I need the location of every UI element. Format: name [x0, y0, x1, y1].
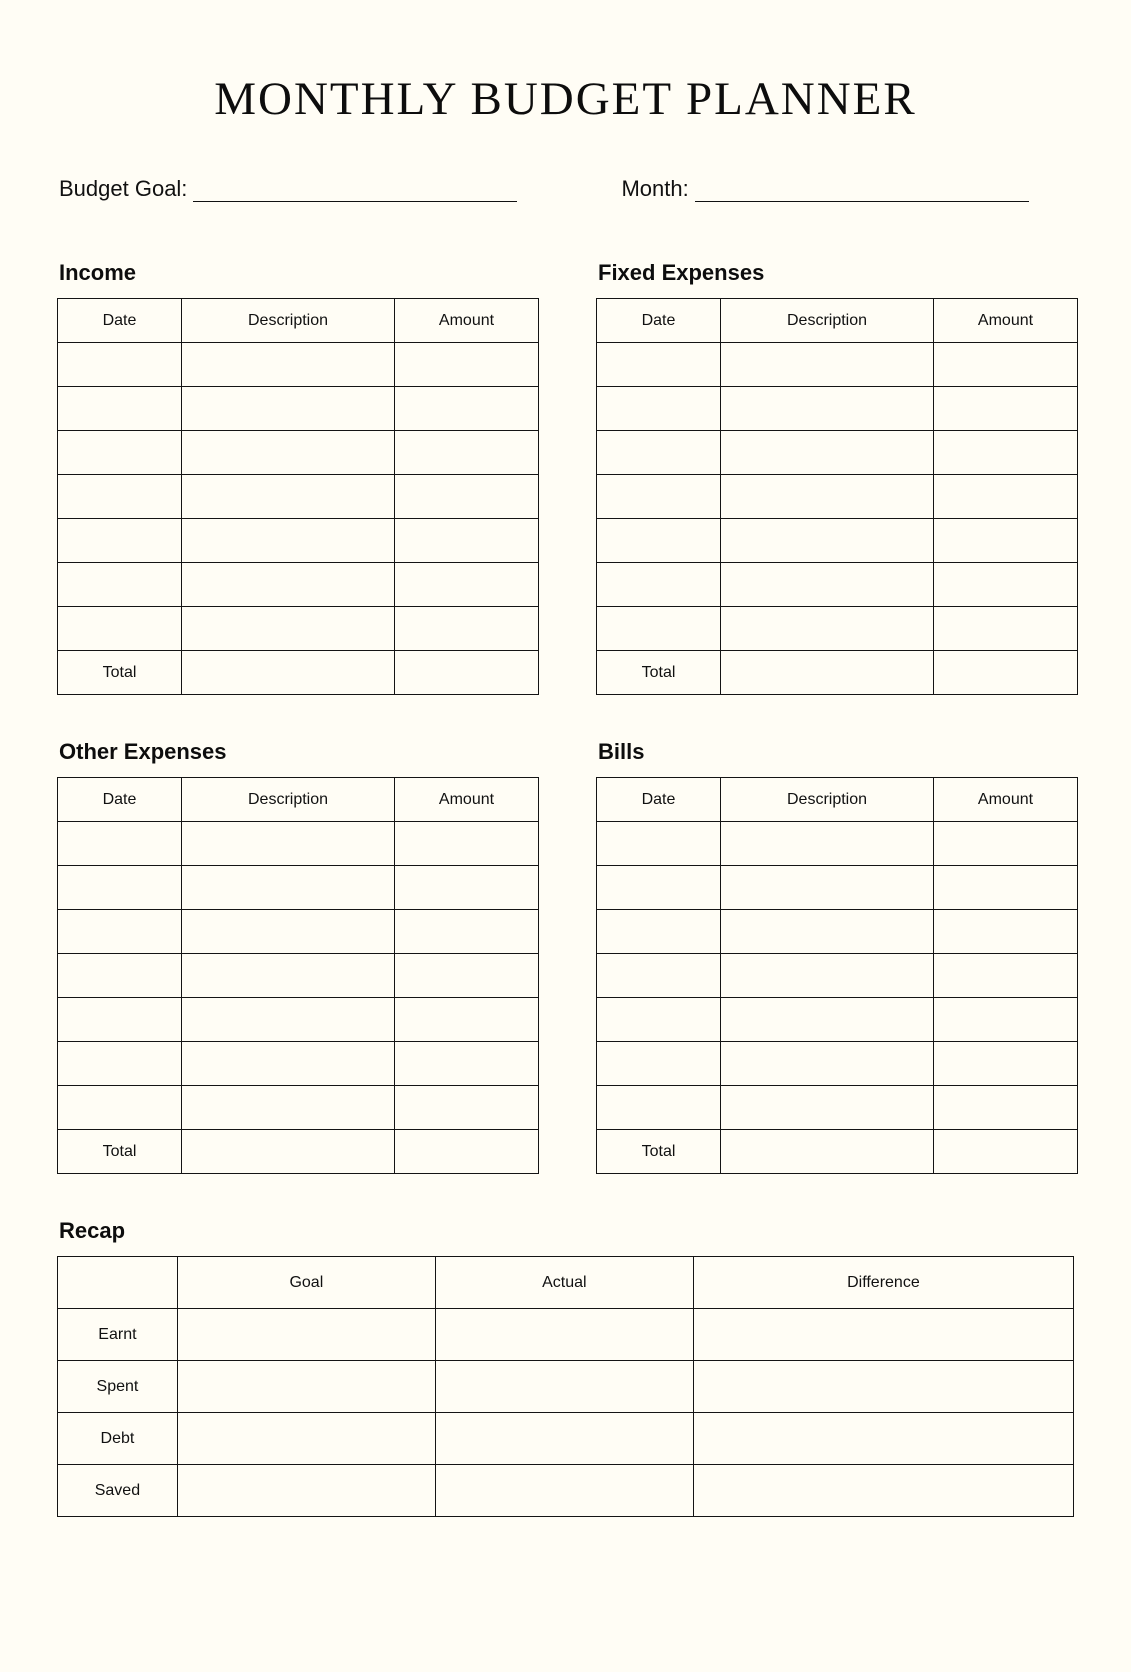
- table-row[interactable]: [597, 475, 1078, 519]
- total-label: Total: [597, 651, 721, 695]
- cell-amount[interactable]: [395, 607, 539, 651]
- cell-description[interactable]: [721, 866, 934, 910]
- table-row[interactable]: [597, 954, 1078, 998]
- cell-amount[interactable]: [934, 822, 1078, 866]
- table-row[interactable]: [58, 475, 539, 519]
- cell-amount[interactable]: [395, 866, 539, 910]
- cell-amount[interactable]: [934, 431, 1078, 475]
- table-row[interactable]: [597, 607, 1078, 651]
- table-row[interactable]: [58, 387, 539, 431]
- table-row[interactable]: [597, 910, 1078, 954]
- other-expenses-section: [57, 739, 535, 1174]
- tables-grid-bottom: [57, 739, 1074, 1174]
- table-total-row[interactable]: [597, 651, 1078, 695]
- cell-description[interactable]: [182, 387, 395, 431]
- cell-date[interactable]: [597, 431, 721, 475]
- table-row[interactable]: [58, 519, 539, 563]
- income-heading: Income: [59, 260, 137, 285]
- column-header-amount: Amount: [934, 778, 1078, 822]
- cell-amount[interactable]: [934, 866, 1078, 910]
- cell-difference[interactable]: [693, 1361, 1073, 1413]
- cell-amount[interactable]: [395, 475, 539, 519]
- bills-section: [596, 739, 1074, 1174]
- month-field[interactable]: [621, 178, 1028, 202]
- cell-goal[interactable]: [177, 1361, 435, 1413]
- table-row[interactable]: [58, 866, 539, 910]
- cell-description[interactable]: [182, 563, 395, 607]
- cell-date[interactable]: [58, 910, 182, 954]
- cell-description[interactable]: [721, 910, 934, 954]
- fixed-expenses-section: [596, 260, 1074, 695]
- total-description[interactable]: [721, 651, 934, 695]
- cell-actual[interactable]: [435, 1309, 693, 1361]
- cell-description[interactable]: [721, 563, 934, 607]
- income-table: [57, 298, 539, 695]
- cell-difference[interactable]: [693, 1465, 1073, 1517]
- table-row[interactable]: [58, 563, 539, 607]
- cell-date[interactable]: [58, 998, 182, 1042]
- cell-description[interactable]: [182, 519, 395, 563]
- cell-date[interactable]: [597, 607, 721, 651]
- cell-date[interactable]: [597, 1042, 721, 1086]
- column-header-amount: Amount: [395, 778, 539, 822]
- cell-amount[interactable]: [934, 475, 1078, 519]
- table-row[interactable]: [58, 1086, 539, 1130]
- bills-heading: Bills: [598, 739, 645, 764]
- cell-amount[interactable]: [934, 343, 1078, 387]
- table-row[interactable]: [597, 387, 1078, 431]
- cell-goal[interactable]: [177, 1309, 435, 1361]
- budget-goal-label: Budget Goal:: [59, 176, 188, 201]
- cell-description[interactable]: [721, 519, 934, 563]
- table-total-row[interactable]: [58, 651, 539, 695]
- income-section: [57, 260, 535, 695]
- total-label: Total: [597, 1130, 721, 1174]
- cell-date[interactable]: [597, 387, 721, 431]
- cell-description[interactable]: [721, 954, 934, 998]
- column-header-description: Description: [721, 778, 934, 822]
- table-row[interactable]: [597, 822, 1078, 866]
- cell-goal[interactable]: [177, 1413, 435, 1465]
- cell-amount[interactable]: [934, 910, 1078, 954]
- cell-description[interactable]: [182, 607, 395, 651]
- cell-description[interactable]: [721, 607, 934, 651]
- cell-date[interactable]: [58, 954, 182, 998]
- column-header-actual: Actual: [435, 1257, 693, 1309]
- table-header-row: [597, 299, 1078, 343]
- recap-row-label: Spent: [58, 1361, 178, 1413]
- cell-date[interactable]: [597, 563, 721, 607]
- table-header-row: [58, 778, 539, 822]
- cell-date[interactable]: [58, 607, 182, 651]
- column-header-goal: Goal: [177, 1257, 435, 1309]
- column-header-date: Date: [58, 299, 182, 343]
- column-header-description: Description: [182, 778, 395, 822]
- budget-goal-input[interactable]: [193, 179, 517, 202]
- cell-amount[interactable]: [934, 1086, 1078, 1130]
- cell-amount[interactable]: [395, 954, 539, 998]
- cell-description[interactable]: [721, 1042, 934, 1086]
- cell-actual[interactable]: [435, 1465, 693, 1517]
- cell-amount[interactable]: [934, 607, 1078, 651]
- cell-difference[interactable]: [693, 1413, 1073, 1465]
- table-row[interactable]: [597, 431, 1078, 475]
- cell-date[interactable]: [58, 475, 182, 519]
- column-header-amount: Amount: [395, 299, 539, 343]
- total-description[interactable]: [182, 651, 395, 695]
- cell-description[interactable]: [721, 387, 934, 431]
- table-total-row[interactable]: [58, 1130, 539, 1174]
- column-header-difference: Difference: [693, 1257, 1073, 1309]
- total-amount[interactable]: [395, 1130, 539, 1174]
- total-amount[interactable]: [934, 651, 1078, 695]
- table-row[interactable]: [58, 1309, 1074, 1361]
- fixed-expenses-table: [596, 298, 1078, 695]
- column-header-description: Description: [182, 299, 395, 343]
- column-header-amount: Amount: [934, 299, 1078, 343]
- cell-date[interactable]: [597, 910, 721, 954]
- table-row[interactable]: [597, 519, 1078, 563]
- cell-description[interactable]: [721, 998, 934, 1042]
- table-row[interactable]: [597, 1042, 1078, 1086]
- table-row[interactable]: [597, 998, 1078, 1042]
- header-fields: [57, 178, 1074, 202]
- cell-description[interactable]: [721, 431, 934, 475]
- table-header-row: [58, 299, 539, 343]
- cell-amount[interactable]: [934, 954, 1078, 998]
- bills-table: [596, 777, 1078, 1174]
- cell-description[interactable]: [182, 1042, 395, 1086]
- total-description[interactable]: [721, 1130, 934, 1174]
- table-total-row[interactable]: [597, 1130, 1078, 1174]
- cell-amount[interactable]: [395, 822, 539, 866]
- cell-amount[interactable]: [395, 998, 539, 1042]
- cell-amount[interactable]: [934, 387, 1078, 431]
- cell-description[interactable]: [721, 475, 934, 519]
- cell-description[interactable]: [721, 343, 934, 387]
- recap-corner-cell: [58, 1257, 178, 1309]
- table-row[interactable]: [58, 822, 539, 866]
- cell-date[interactable]: [597, 822, 721, 866]
- table-row[interactable]: [58, 998, 539, 1042]
- cell-date[interactable]: [58, 1086, 182, 1130]
- cell-amount[interactable]: [934, 563, 1078, 607]
- column-header-description: Description: [721, 299, 934, 343]
- cell-description[interactable]: [721, 822, 934, 866]
- cell-description[interactable]: [182, 998, 395, 1042]
- table-row[interactable]: [597, 343, 1078, 387]
- total-amount[interactable]: [395, 651, 539, 695]
- cell-description[interactable]: [182, 954, 395, 998]
- table-row[interactable]: [58, 1413, 1074, 1465]
- cell-amount[interactable]: [395, 1086, 539, 1130]
- cell-date[interactable]: [58, 822, 182, 866]
- recap-row-label: Saved: [58, 1465, 178, 1517]
- column-header-date: Date: [58, 778, 182, 822]
- recap-section: [57, 1218, 1074, 1517]
- table-row[interactable]: [58, 343, 539, 387]
- total-amount[interactable]: [934, 1130, 1078, 1174]
- cell-actual[interactable]: [435, 1361, 693, 1413]
- table-row[interactable]: [597, 1086, 1078, 1130]
- cell-date[interactable]: [597, 866, 721, 910]
- cell-date[interactable]: [58, 1042, 182, 1086]
- recap-heading: Recap: [59, 1218, 126, 1243]
- budget-planner-page: [0, 72, 1131, 1672]
- cell-date[interactable]: [58, 563, 182, 607]
- cell-description[interactable]: [721, 1086, 934, 1130]
- table-row[interactable]: [58, 1361, 1074, 1413]
- cell-amount[interactable]: [934, 519, 1078, 563]
- cell-amount[interactable]: [395, 563, 539, 607]
- other-expenses-heading: Other Expenses: [59, 739, 227, 764]
- cell-description[interactable]: [182, 822, 395, 866]
- cell-date[interactable]: [597, 1086, 721, 1130]
- cell-amount[interactable]: [934, 998, 1078, 1042]
- budget-goal-field[interactable]: [59, 178, 517, 202]
- total-label: Total: [58, 1130, 182, 1174]
- table-row[interactable]: [58, 954, 539, 998]
- cell-date[interactable]: [597, 954, 721, 998]
- cell-description[interactable]: [182, 1086, 395, 1130]
- page-title: MONTHLY BUDGET PLANNER: [214, 73, 917, 125]
- cell-amount[interactable]: [395, 519, 539, 563]
- cell-goal[interactable]: [177, 1465, 435, 1517]
- recap-table: [57, 1256, 1074, 1517]
- cell-amount[interactable]: [395, 910, 539, 954]
- cell-date[interactable]: [597, 998, 721, 1042]
- cell-amount[interactable]: [395, 431, 539, 475]
- table-row[interactable]: [58, 910, 539, 954]
- table-row[interactable]: [58, 431, 539, 475]
- cell-description[interactable]: [182, 910, 395, 954]
- cell-date[interactable]: [597, 343, 721, 387]
- cell-date[interactable]: [58, 519, 182, 563]
- recap-row-label: Earnt: [58, 1309, 178, 1361]
- cell-date[interactable]: [597, 519, 721, 563]
- total-label: Total: [58, 651, 182, 695]
- month-label: Month:: [621, 176, 689, 201]
- cell-date[interactable]: [58, 343, 182, 387]
- table-header-row: [58, 1257, 1074, 1309]
- cell-amount[interactable]: [395, 343, 539, 387]
- cell-difference[interactable]: [693, 1309, 1073, 1361]
- column-header-date: Date: [597, 778, 721, 822]
- table-header-row: [597, 778, 1078, 822]
- cell-actual[interactable]: [435, 1413, 693, 1465]
- cell-description[interactable]: [182, 866, 395, 910]
- table-row[interactable]: [58, 1465, 1074, 1517]
- cell-description[interactable]: [182, 343, 395, 387]
- table-row[interactable]: [597, 563, 1078, 607]
- fixed-expenses-heading: Fixed Expenses: [598, 260, 765, 285]
- cell-amount[interactable]: [395, 1042, 539, 1086]
- cell-description[interactable]: [182, 475, 395, 519]
- cell-date[interactable]: [58, 866, 182, 910]
- other-expenses-table: [57, 777, 539, 1174]
- total-description[interactable]: [182, 1130, 395, 1174]
- table-row[interactable]: [597, 866, 1078, 910]
- cell-description[interactable]: [182, 431, 395, 475]
- cell-date[interactable]: [597, 475, 721, 519]
- tables-grid-top: [57, 260, 1074, 695]
- table-row[interactable]: [58, 607, 539, 651]
- month-input[interactable]: [695, 179, 1029, 202]
- table-row[interactable]: [58, 1042, 539, 1086]
- recap-row-label: Debt: [58, 1413, 178, 1465]
- cell-date[interactable]: [58, 387, 182, 431]
- cell-amount[interactable]: [934, 1042, 1078, 1086]
- column-header-date: Date: [597, 299, 721, 343]
- cell-amount[interactable]: [395, 387, 539, 431]
- cell-date[interactable]: [58, 431, 182, 475]
